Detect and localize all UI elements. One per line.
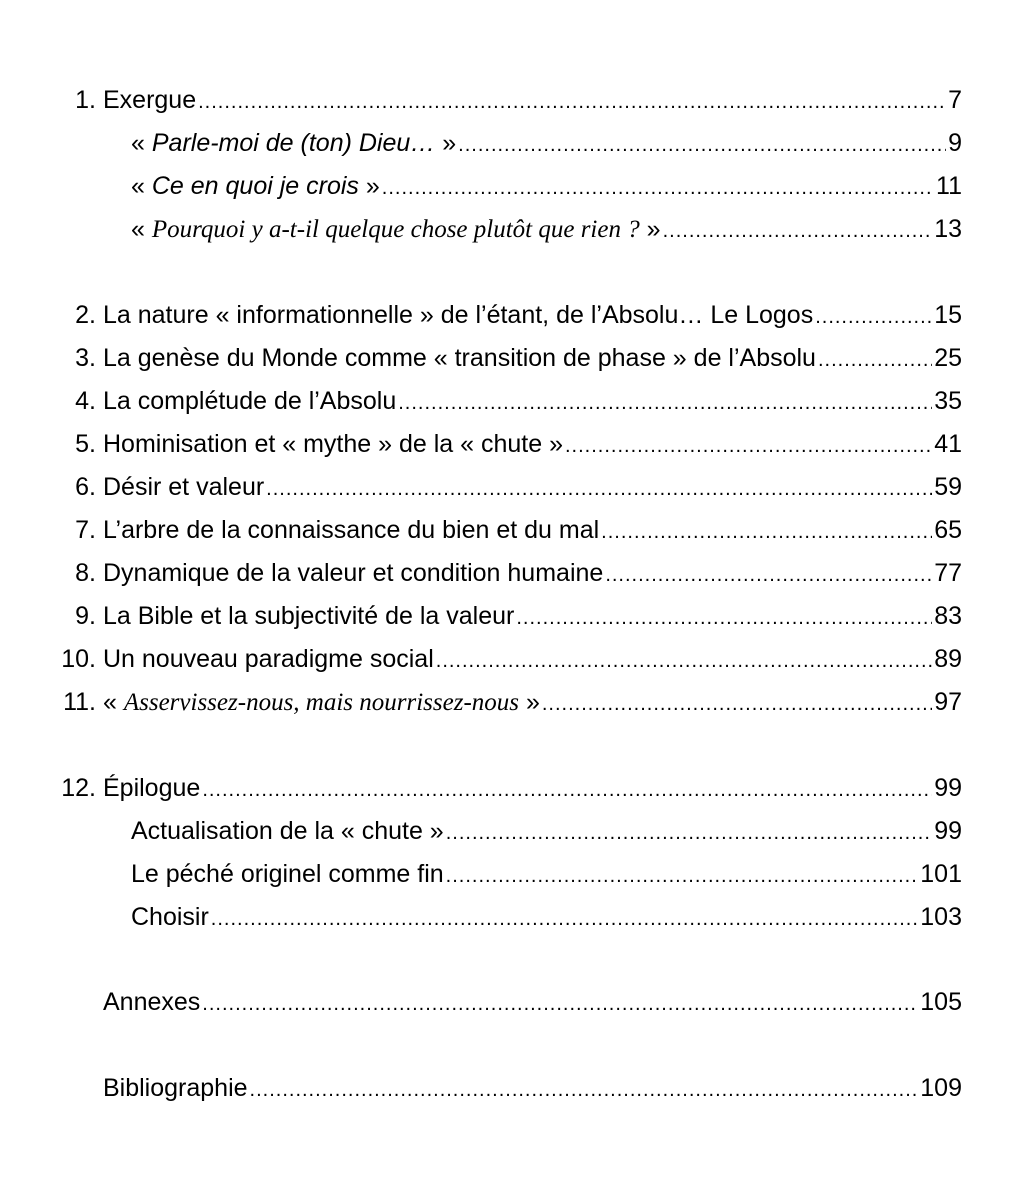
toc-entry-page: 105 (920, 988, 962, 1016)
toc-entry-page: 35 (934, 387, 962, 415)
toc-entry-title: Désir et valeur (103, 473, 265, 501)
toc-entry-title: La nature « informationnelle » de l’étant, de l’Absolu… Le Logos (103, 301, 814, 329)
dot-leader (202, 984, 918, 1024)
toc-entry-title: Un nouveau paradigme social (103, 645, 434, 673)
toc-subentry-ce-en-quoi[interactable] (0, 166, 1026, 206)
dot-leader (446, 856, 919, 896)
toc-entry-title: Le péché originel comme fin (131, 860, 444, 888)
toc-entry-title: Épilogue (103, 774, 201, 802)
toc-entry-title: « Asservissez-nous, mais nourrissez-nous » (103, 688, 540, 716)
dot-leader (516, 598, 932, 638)
toc-entry-number: 10. (61, 645, 96, 673)
toc-entry-title: L’arbre de la connaissance du bien et du mal (103, 516, 600, 544)
toc-entry-page: 101 (920, 860, 962, 888)
toc-subentry-pourquoi[interactable] (0, 209, 1026, 249)
toc-entry-page: 97 (934, 688, 962, 716)
toc-entry-chapter-2[interactable] (0, 295, 1026, 335)
toc-entry-chapter-3[interactable] (0, 338, 1026, 378)
dot-leader (211, 899, 918, 939)
toc-entry-number: 12. (61, 774, 96, 802)
toc-entry-bibliographie[interactable] (0, 1068, 1026, 1108)
toc-entry-number: 5. (75, 430, 96, 458)
toc-entry-annexes[interactable] (0, 982, 1026, 1022)
dot-leader (198, 82, 946, 122)
toc-entry-page: 99 (934, 817, 962, 845)
toc-entry-chapter-5[interactable] (0, 424, 1026, 464)
toc-entry-chapter-10[interactable] (0, 639, 1026, 679)
toc-subentry-choisir[interactable] (0, 897, 1026, 937)
toc-entry-page: 109 (920, 1074, 962, 1102)
toc-entry-page: 11 (936, 172, 962, 200)
dot-leader (250, 1070, 919, 1110)
toc-entry-number: 11. (63, 688, 96, 716)
toc-entry-title: « Ce en quoi je crois » (131, 172, 380, 200)
toc-entry-page: 65 (934, 516, 962, 544)
dot-leader (458, 125, 946, 165)
dot-leader (815, 297, 932, 337)
toc-entry-number: 2. (75, 301, 96, 329)
toc-entry-title: Annexes (103, 988, 201, 1016)
toc-entry-epilogue[interactable] (0, 768, 1026, 808)
dot-leader (663, 211, 933, 251)
toc-entry-page: 25 (934, 344, 962, 372)
toc-entry-title: Hominisation et « mythe » de la « chute » (103, 430, 563, 458)
toc-entry-exergue[interactable] (0, 80, 1026, 120)
dot-leader (601, 512, 932, 552)
toc-entry-title: La complétude de l’Absolu (103, 387, 397, 415)
toc-entry-chapter-8[interactable] (0, 553, 1026, 593)
toc-entry-title: La genèse du Monde comme « transition de phase » de l’Absolu (103, 344, 816, 372)
toc-entry-chapter-7[interactable] (0, 510, 1026, 550)
dot-leader (542, 684, 932, 724)
toc-subentry-parle-moi[interactable] (0, 123, 1026, 163)
toc-entry-number: 4. (75, 387, 96, 415)
toc-entry-page: 7 (948, 86, 962, 114)
dot-leader (605, 555, 932, 595)
toc-entry-chapter-6[interactable] (0, 467, 1026, 507)
toc-entry-number: 1. (75, 86, 96, 114)
dot-leader (446, 813, 932, 853)
dot-leader (382, 168, 934, 208)
toc-entry-title: Dynamique de la valeur et condition humaine (103, 559, 604, 587)
dot-leader (565, 426, 932, 466)
toc-entry-page: 83 (934, 602, 962, 630)
toc-subentry-peche-originel[interactable] (0, 854, 1026, 894)
toc-entry-page: 77 (934, 559, 962, 587)
toc-entry-title: La Bible et la subjectivité de la valeur (103, 602, 515, 630)
toc-entry-number: 8. (75, 559, 96, 587)
toc-subentry-actualisation[interactable] (0, 811, 1026, 851)
toc-entry-page: 9 (948, 129, 962, 157)
toc-entry-title: « Parle-moi de (ton) Dieu… » (131, 129, 457, 157)
toc-entry-title: « Pourquoi y a-t-il quelque chose plutôt que rien ? » (131, 215, 661, 243)
toc-entry-title: Actualisation de la « chute » (131, 817, 444, 845)
dot-leader (436, 641, 932, 681)
dot-leader (818, 340, 932, 380)
toc-entry-title: Bibliographie (103, 1074, 248, 1102)
dot-leader (398, 383, 932, 423)
toc-entry-page: 41 (934, 430, 962, 458)
toc-entry-page: 103 (920, 903, 962, 931)
dot-leader (266, 469, 932, 509)
toc-entry-number: 7. (75, 516, 96, 544)
toc-entry-page: 99 (934, 774, 962, 802)
toc-entry-title: Choisir (131, 903, 209, 931)
toc-entry-chapter-11[interactable] (0, 682, 1026, 722)
toc-entry-page: 15 (934, 301, 962, 329)
toc-entry-chapter-4[interactable] (0, 381, 1026, 421)
dot-leader (202, 770, 932, 810)
toc-entry-title: Exergue (103, 86, 197, 114)
toc-entry-page: 13 (934, 215, 962, 243)
toc-entry-chapter-9[interactable] (0, 596, 1026, 636)
toc-entry-page: 89 (934, 645, 962, 673)
toc-entry-page: 59 (934, 473, 962, 501)
toc-entry-number: 3. (75, 344, 96, 372)
toc-entry-number: 9. (75, 602, 96, 630)
toc-entry-number: 6. (75, 473, 96, 501)
